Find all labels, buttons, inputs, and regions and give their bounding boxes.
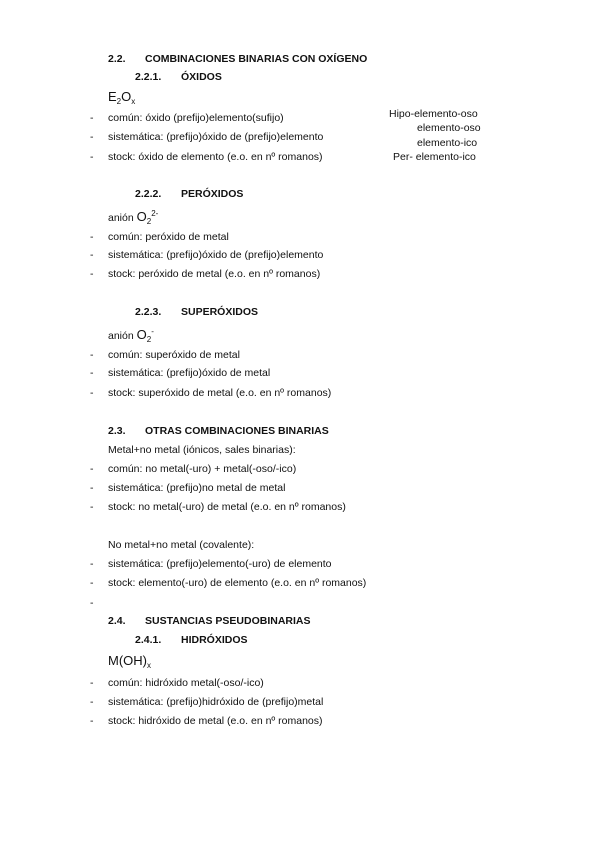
list-item: stock: superóxido de metal (e.o. en nº romanos) [108, 387, 332, 399]
heading-2-2-2 [135, 187, 243, 201]
peroxide-anion: anión $O_2^{2-}$ [108, 209, 159, 226]
bullet: - [90, 577, 94, 589]
bullet: - [90, 558, 94, 570]
list-item: sistemática: (prefijo)óxido de metal [108, 367, 271, 379]
section-title: COMBINACIONES BINARIAS CON OXÍGENO [145, 53, 368, 65]
section-title: SUSTANCIAS PSEUDOBINARIAS [145, 615, 311, 627]
list-item: sistemática: (prefijo)elemento(-uro) de elemento [108, 558, 332, 570]
bullet: - [90, 696, 94, 708]
section-title: SUPERÓXIDOS [181, 306, 259, 318]
heading-2-2-3 [135, 305, 258, 319]
section-number: 2.2.2. [135, 188, 162, 200]
section-number: 2.3. [108, 425, 126, 437]
heading-2-4 [108, 614, 311, 628]
bullet: - [90, 597, 94, 609]
bullet: - [90, 367, 94, 379]
list-item: sistemática: (prefijo)óxido de (prefijo)elemento [108, 249, 324, 261]
paragraph-intro: Metal+no metal (iónicos, sales binarias): [108, 444, 296, 456]
bullet: - [90, 501, 94, 513]
list-item: sistemática: (prefijo)no metal de metal [108, 482, 286, 494]
bullet: - [90, 482, 94, 494]
list-item: común: peróxido de metal [108, 231, 229, 243]
list-item: stock: óxido de elemento (e.o. en nº romanos) [108, 151, 323, 163]
bullet: - [90, 131, 94, 143]
oxide-formula: $E_2O_x$ [108, 89, 136, 106]
bullet: - [90, 349, 94, 361]
bullet: - [90, 249, 94, 261]
list-item: sistemática: (prefijo)óxido de (prefijo)elemento [108, 131, 324, 143]
suffix-note: Per- elemento-ico [393, 151, 476, 163]
list-item: común: óxido (prefijo)elemento(sufijo) [108, 112, 284, 124]
bullet: - [90, 463, 94, 475]
bullet: - [90, 151, 94, 163]
bullet: - [90, 677, 94, 689]
list-item: sistemática: (prefijo)hidróxido de (prefijo)metal [108, 696, 324, 708]
section-number: 2.2. [108, 53, 126, 65]
bullet: - [90, 268, 94, 280]
section-title: PERÓXIDOS [181, 188, 244, 200]
list-item: común: hidróxido metal(-oso/-ico) [108, 677, 264, 689]
list-item: común: no metal(-uro) + metal(-oso/-ico) [108, 463, 297, 475]
list-item: stock: elemento(-uro) de elemento (e.o. en nº romanos) [108, 577, 367, 589]
suffix-note: Hipo-elemento-oso [389, 108, 478, 120]
list-item: común: superóxido de metal [108, 349, 240, 361]
list-item: stock: peróxido de metal (e.o. en nº romanos) [108, 268, 321, 280]
heading-2-2 [108, 52, 367, 66]
section-title: HIDRÓXIDOS [181, 634, 248, 646]
suffix-note: elemento-oso [417, 122, 481, 134]
section-number: 2.2.1. [135, 71, 162, 83]
list-item: stock: no metal(-uro) de metal (e.o. en nº romanos) [108, 501, 346, 513]
superoxide-anion: anión $O_2^-$ [108, 327, 154, 344]
paragraph-intro: No metal+no metal (covalente): [108, 539, 255, 551]
heading-2-2-1 [135, 70, 222, 84]
section-title: OTRAS COMBINACIONES BINARIAS [145, 425, 329, 437]
section-number: 2.4. [108, 615, 126, 627]
suffix-note: elemento-ico [417, 137, 478, 149]
section-number: 2.2.3. [135, 306, 162, 318]
bullet: - [90, 387, 94, 399]
hydroxide-formula: $M(OH)_x$ [108, 653, 151, 670]
bullet: - [90, 231, 94, 243]
bullet: - [90, 715, 94, 727]
heading-2-3 [108, 424, 329, 438]
section-number: 2.4.1. [135, 634, 162, 646]
bullet: - [90, 112, 94, 124]
section-title: ÓXIDOS [181, 71, 222, 83]
heading-2-4-1 [135, 633, 248, 647]
list-item: stock: hidróxido de metal (e.o. en nº romanos) [108, 715, 323, 727]
